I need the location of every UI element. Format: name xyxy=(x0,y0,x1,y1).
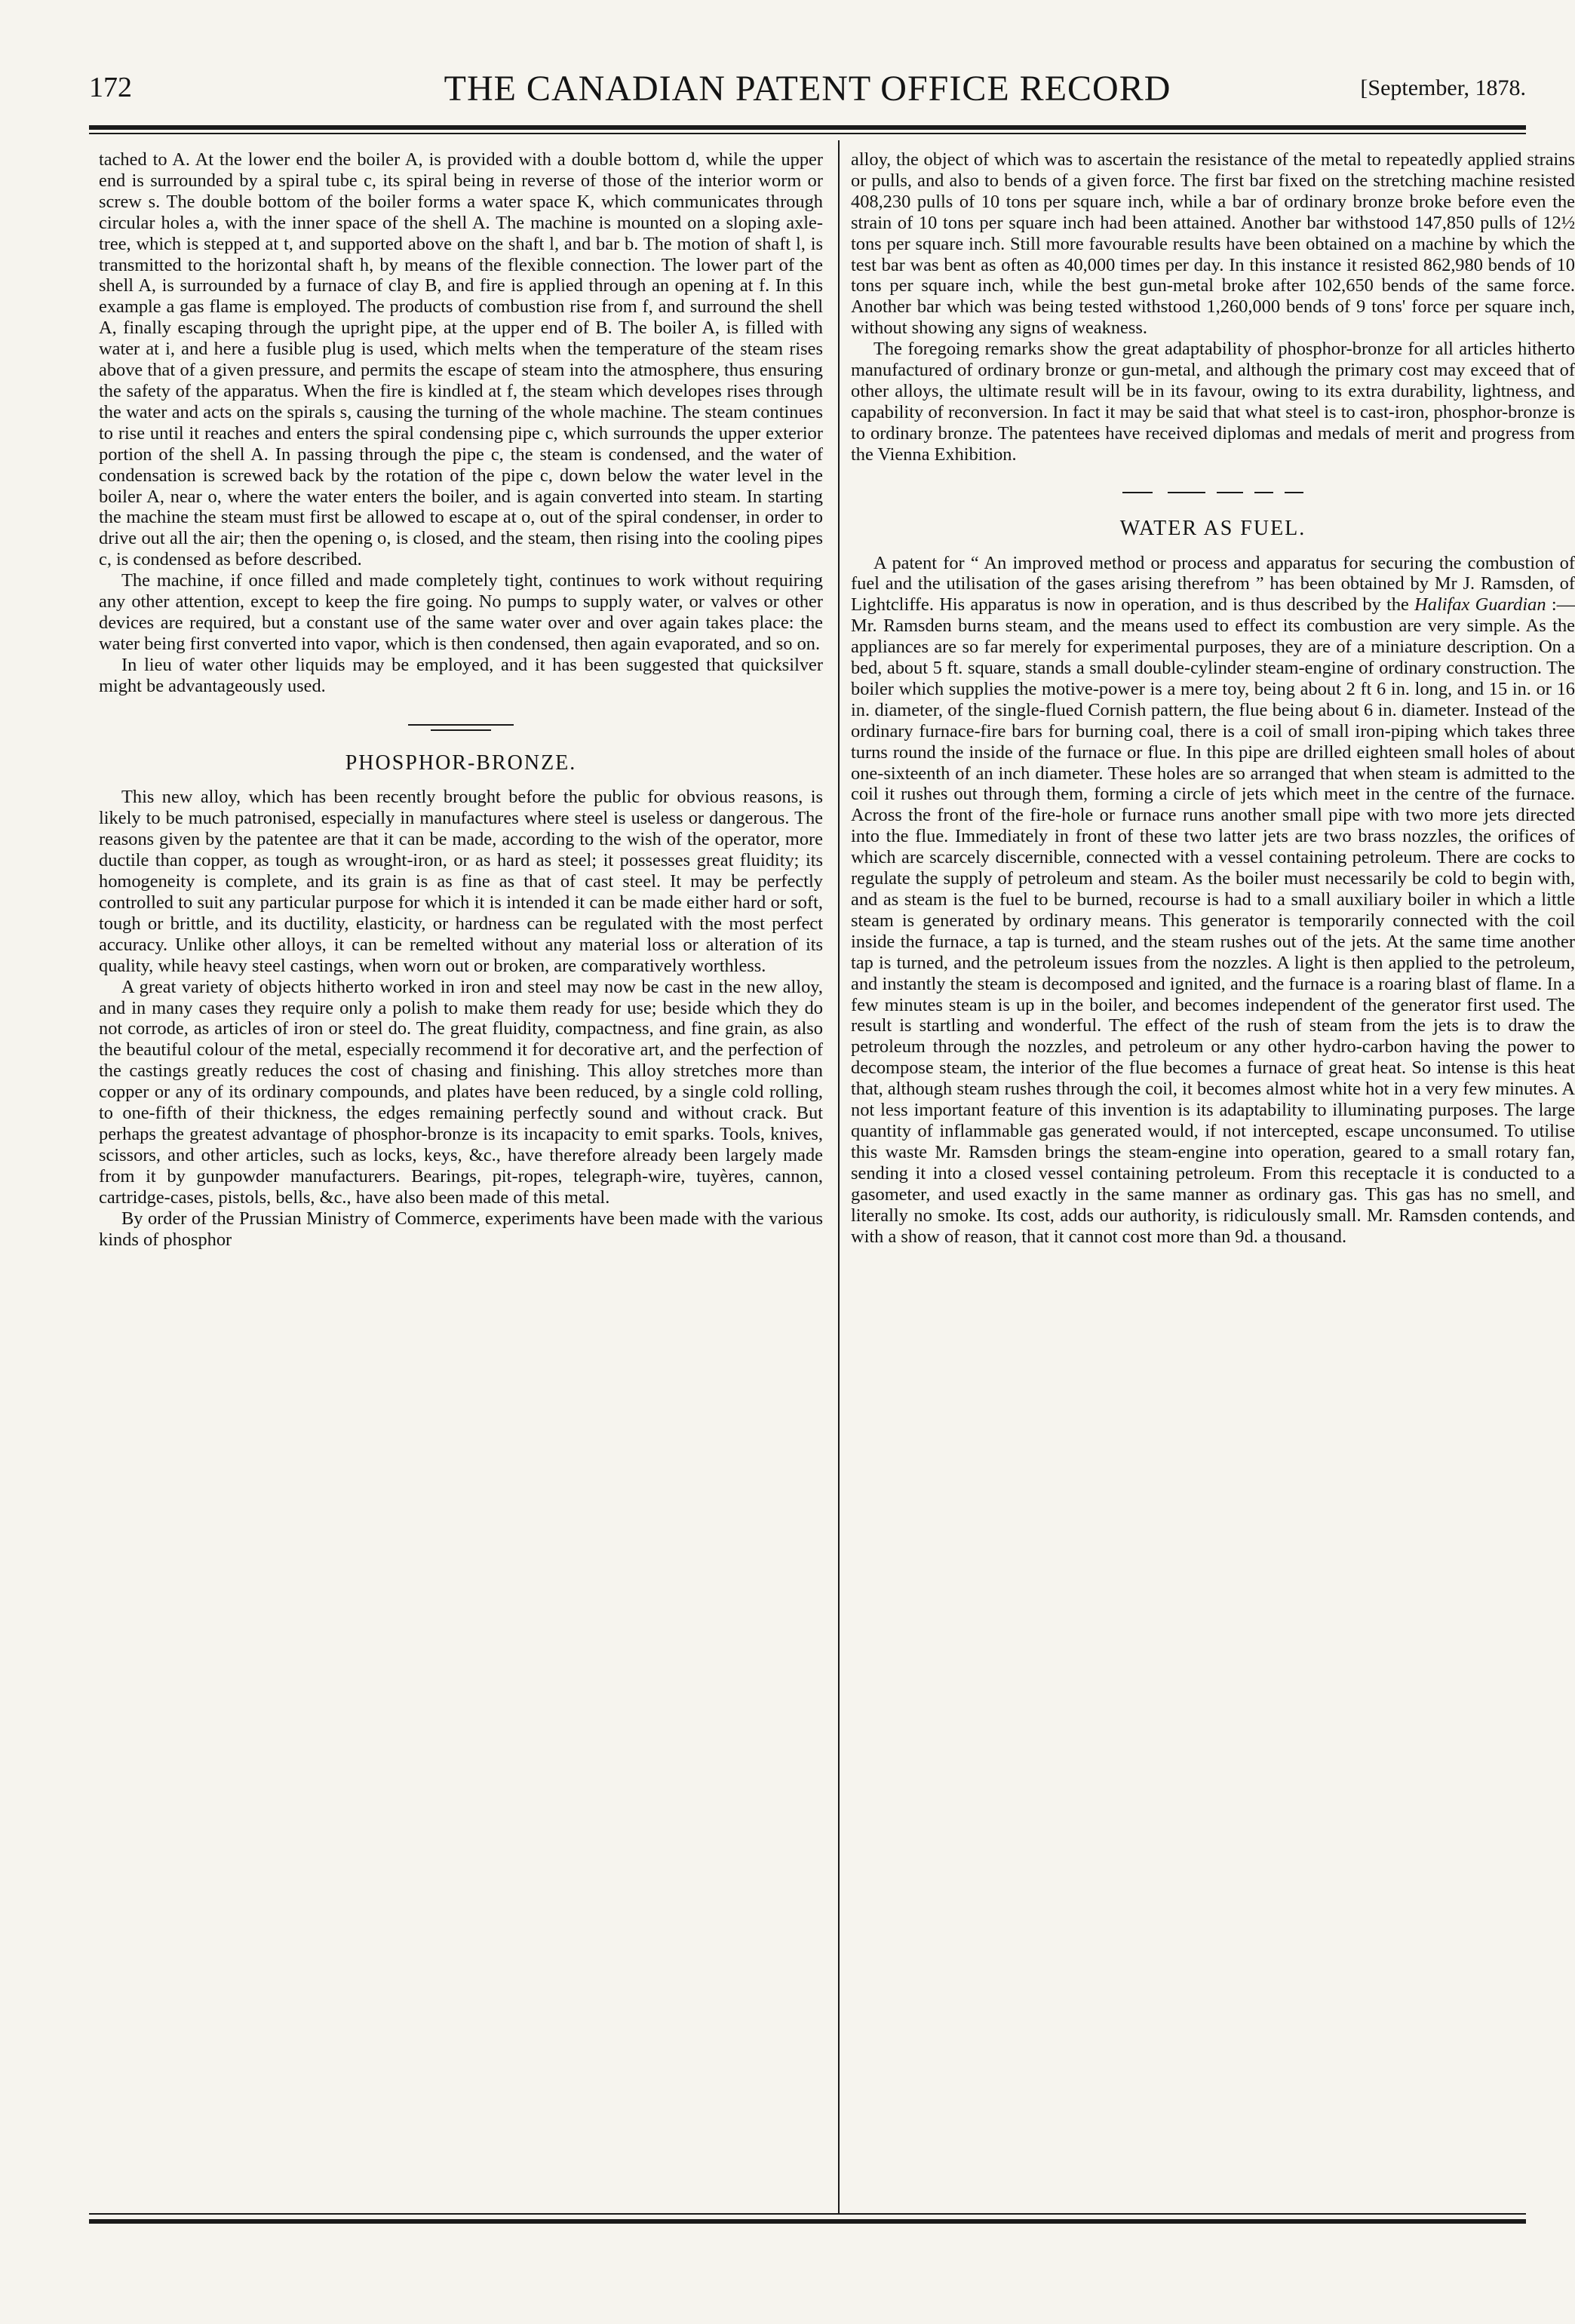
article-paragraph: This new alloy, which has been recently brought before the public for obvious reasons, is likely to be much patronised, especially in manufactures where steel is useless or dangerous. The reasons given by the patentee are that it can be made, according to the wish of the operator, more ductile than copper, as tough as wrought-iron, or as hard as steel; it possesses great fluidity; its homogeneity is complete, and its grain is as fine as that of cast steel. It may be perfectly controlled to suit any particular purpose for which it is intended it can be made either hard or soft, tough or brittle, and its ductility, elasticity, or hardness can be regulated with the most perfect accuracy. Unlike other alloys, it can be remelted without any material loss or alteration of its quality, while heavy steel castings, when worn out or broken, are comparatively worthless. xyxy=(99,787,823,976)
header-rule-thick xyxy=(89,125,1526,130)
article-continuation-paragraph: tached to A. At the lower end the boiler A, is provided with a double bottom d, while the upper end is surrounded by a spiral tube c, its spiral being in reverse of those of the interior worm or screw s. The double bottom of the boiler forms a water space K, which communicates through circular holes a, with the inner space of the shell A. The machine is mounted on a sloping axle-tree, which is stepped at t, and supported above on the shaft l, and bar b. The motion of shaft l, is transmitted to the horizontal shaft h, by means of the flexible connection. The lower part of the shell A, is surrounded by a furnace of clay B, and fire is applied through an opening at f. In this example a gas flame is employed. The products of combustion rise from f, and surround the shell A, finally escaping through the upright pipe, at the upper end of B. The boiler A, is filled with water at i, and here a fusible plug is used, which melts when the temperature of the steam rises above that of a given pressure, and permits the escape of steam into the atmosphere, thus ensuring the safety of the apparatus. When the fire is kindled at f, the steam which developes rises through the water and acts on the spirals s, causing the turning of the whole machine. The steam continues to rise until it reaches and enters the spiral condensing pipe c, which surrounds the upper exterior portion of the shell A. In passing through the pipe c, the steam is condensed, and the water of condensation is screwed back by the rotation of the pipe c, down below the water level in the boiler A, near o, where the water enters the boiler, and is again converted into steam. In starting the machine the steam must first be allowed to escape at o, out of the spiral condenser, in order to drive out all the air; then the opening o, is closed, and the steam, then rising into the cooling pipes c, is condensed as before described. xyxy=(99,149,823,570)
article-paragraph: The machine, if once filled and made completely tight, continues to work without requiring any other attention, except to keep the fire going. No pumps to supply water, or valves or other devices are required, but a constant use of the same water over and over again takes place: the water being first converted into vapor, which is then condensed, then again evaporated, and so on. xyxy=(99,570,823,654)
article-paragraph: A great variety of objects hitherto worked in iron and steel may now be cast in the new alloy, and in many cases they require only a polish to make them ready for use; beside which they do not corrode, as articles of iron or steel do. The great fluidity, compactness, and fine grain, as also the beautiful colour of the metal, especially recommend it for decorative art, and the perfection of the castings greatly reduces the cost of chasing and finishing. This alloy stretches more than copper or any of its ordinary compounds, and plates have been reduced, by a single cold rolling, to one-fifth of their thickness, the edges remaining perfectly sound and without crack. But perhaps the greatest advantage of phosphor-bronze is its incapacity to emit sparks. Tools, knives, scissors, and other articles, such as locks, keys, &c., have therefore already been largely made from it by gunpowder manufacturers. Bearings, pit-ropes, telegraph-wire, tuyères, cannon, cartridge-cases, pistols, bells, &c., have also been made of this metal. xyxy=(99,976,823,1208)
article-paragraph: By order of the Prussian Ministry of Commerce, experiments have been made with the various kinds of phosphor xyxy=(99,1208,823,1250)
section-title-phosphor-bronze: PHOSPHOR-BRONZE. xyxy=(345,751,577,775)
section-title-water-as-fuel: WATER AS FUEL. xyxy=(1119,516,1306,540)
paragraph-text: A patent for “ An improved method or process and apparatus for securing the combustion of fuel and the utilisation of the gases arising therefrom ” has been obtained by Mr J. Ramsden, of Lightcliffe. His apparatus is now in operation, and is thus described by the xyxy=(851,552,1575,616)
source-title: Halifax Guardian xyxy=(1414,594,1546,616)
article-paragraph: The foregoing remarks show the great adaptability of phosphor-bronze for all articles hitherto manufactured of ordinary bronze or gun-metal, and although the primary cost may exceed that of other alloys, the ultimate result will be in its favour, owing to its extra durability, lightness, and capability of reconversion. In fact it may be said that what steel is to cast-iron, phosphor-bronze is to ordinary bronze. The patentees have received diplomas and medals of merit and progress from the Vienna Exhibition. xyxy=(851,339,1575,465)
section-divider xyxy=(1122,485,1303,502)
header-date: [September, 1878. xyxy=(1360,75,1526,100)
right-column xyxy=(851,149,1575,1247)
article-paragraph: In lieu of water other liquids may be employed, and it has been suggested that quicksilver might be advantageously used. xyxy=(99,654,823,696)
footer-rule-thick xyxy=(89,2219,1526,2224)
article-continuation-paragraph: alloy, the object of which was to ascertain the resistance of the metal to repeatedly applied strains or pulls, and also to bends of a given force. The first bar fixed on the stretching machine resisted 408,230 pulls of 10 tons per square inch, while a bar of ordinary bronze broke before even the strain of 10 tons per square inch had been attained. Another bar withstood 147,850 pulls of 12½ tons per square inch. Still more favourable results have been obtained on a machine by which the test bar was bent as often as 40,000 times per day. In this instance it resisted 862,980 bends of 10 tons per square inch, while the best gun-metal broke after 102,650 bends of the same force. Another bar which was being tested withstood 1,260,000 bends of 9 tons' force per square inch, without showing any signs of weakness. xyxy=(851,149,1575,339)
left-column xyxy=(99,149,823,1250)
section-divider xyxy=(408,720,514,736)
page-header xyxy=(89,68,1526,113)
paragraph-text: :—Mr. Ramsden burns steam, and the means used to effect its combustion are very simple. As the appliances are so far merely for experimental purposes, they are of a miniature description. On a bed, about 5 ft. square, stands a small double-cylinder steam-engine of ordinary construction. The boiler which supplies the motive-power is a mere toy, being about 2 ft 6 in. long, and 15 in. or 16 in. diameter, of the single-flued Cornish pattern, the flue being about 6 in. diameter. Instead of the ordinary furnace-fire bars for burning coal, there is a coil of small iron-piping which takes three turns round the inside of the furnace or flue. In this pipe are drilled eighteen small holes of about one-sixteenth of an inch diameter. These holes are so arranged that when steam is admitted to the coil it rushes out through them, forming a circle of jets which meet in the centre of the furnace. Across the front of the fire-hole or furnace runs another small pipe with two more jets directed into the flue. Immediately in front of these two latter jets are two brass nozzles, the orifices of which are scarcely discernible, connected with a vessel containing petroleum. There are cocks to regulate the supply of petroleum and steam. As the boiler must necessarily be cold to begin with, and as steam is the fuel to be burned, recourse is had to a small auxiliary boiler in which a little steam is generated by ordinary means. This generator is temporarily connected with the coil inside the furnace, a tap is turned, and the steam rushes out of the jets. At the same time another tap is turned, and the petroleum issues from the nozzles. A light is then applied to the petroleum, and instantly the steam is decomposed and ignited, and the furnace is a roaring blast of flame. In a few minutes steam is up in the boiler, and becomes independent of the generator first used. The result is startling and wonderful. The effect of the rush of steam from the jets is to draw the petroleum through the nozzles, and petroleum or any other hydro-carbon having the power to decompose steam, the interior of the flue becomes a furnace of great heat. So intense is this heat that, although steam rushes through the coil, it becomes almost white hot in a very few minutes. A not less important feature of this invention is its adaptability to illuminating purposes. The large quantity of inflammable gas generated would, if not intercepted, escape unconsumed. To utilise this waste Mr. Ramsden brings the steam-engine into operation, geared to a small rotary fan, sending it into a closed vessel containing petroleum. From this receptacle it is conducted to a gasometer, and used exactly in the same manner as ordinary gas. This gas has no smell, and literally no smoke. Its cost, adds our authority, is ridiculously small. Mr. Ramsden contends, and with a show of reason, that it cannot cost more than 9d. a thousand. xyxy=(851,594,1575,1247)
header-rule-thin xyxy=(89,133,1526,134)
column-rule xyxy=(838,140,840,2215)
page-number: 172 xyxy=(89,72,132,103)
footer-rule-thin xyxy=(89,2213,1526,2215)
article-paragraph xyxy=(851,553,1575,1248)
running-title: THE CANADIAN PATENT OFFICE RECORD xyxy=(444,69,1171,109)
